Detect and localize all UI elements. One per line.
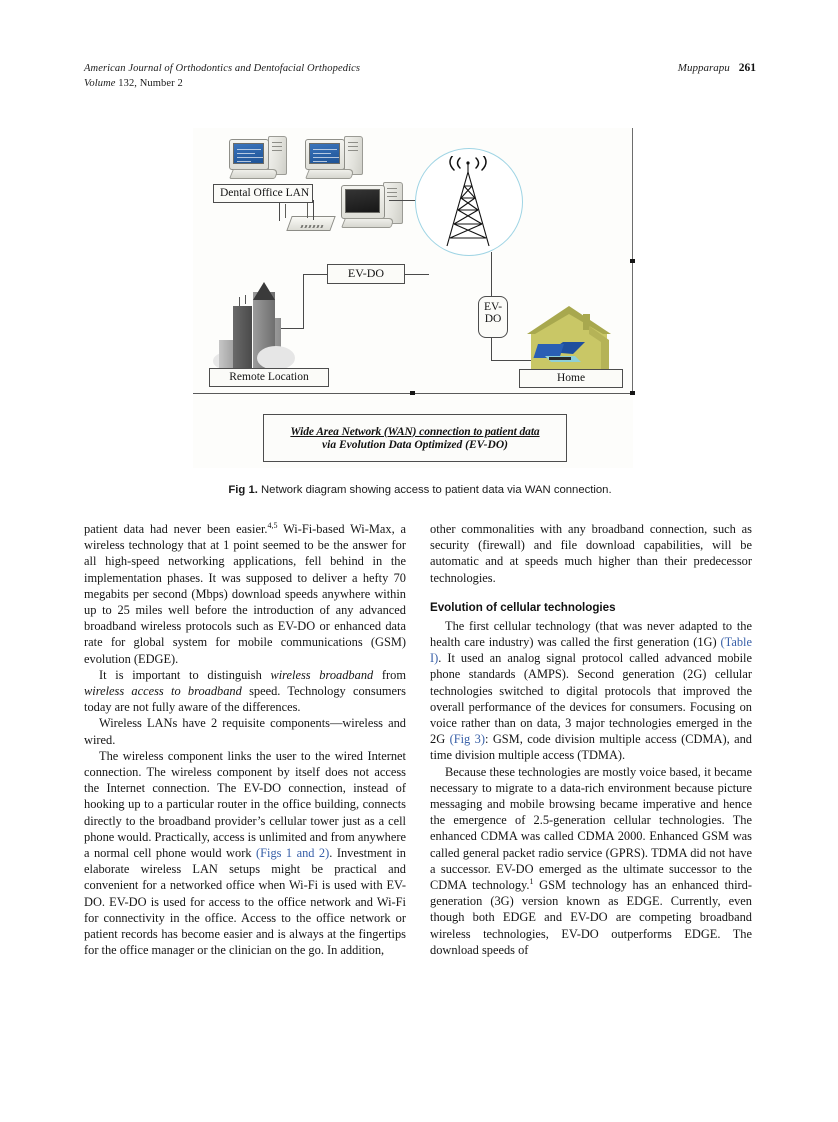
city-skyline-icon	[211, 288, 327, 372]
monitor-screen	[233, 143, 264, 164]
selection-handle-icon	[630, 391, 635, 395]
selection-handle-icon	[630, 259, 635, 263]
paragraph-text: patient data had never been easier.	[84, 522, 268, 536]
wan-cable	[303, 274, 327, 275]
lan-cable	[313, 200, 314, 220]
figure-caption	[84, 484, 756, 496]
running-head	[84, 62, 756, 91]
antenna-icon	[285, 204, 286, 218]
emphasis-text: wireless broadband	[270, 667, 374, 682]
label-dental-office-lan: Dental Office LAN	[213, 184, 313, 203]
body-column-left	[84, 521, 406, 958]
wan-cable	[491, 252, 492, 297]
figure-1	[193, 128, 633, 468]
paragraph-text: . Investment in elaborate wireless LAN setups might be practical and convenient for a networked office when Wi-Fi is used with EV-DO. EV-DO is used for access to the office network and Wi-Fi for connectivity in the office. Access to the office network or patient records has become easier and is always at the fingertips for the office manager or the clinician on the go. In addition,	[84, 846, 406, 958]
network-switch-icon	[286, 216, 335, 231]
paragraph	[84, 748, 406, 959]
keyboard-icon	[305, 169, 355, 179]
running-head-journal	[84, 62, 360, 91]
wan-cable	[405, 274, 429, 275]
desktop-computer-icon	[341, 182, 403, 232]
wan-cable	[491, 337, 492, 361]
building-spire-shape	[253, 282, 275, 300]
paragraph	[84, 667, 406, 716]
computer-monitor-icon	[305, 139, 345, 170]
desktop-computer-icon	[305, 136, 363, 182]
label-evdo-link: EV-DO	[327, 264, 405, 284]
computer-monitor-icon	[341, 185, 385, 219]
paragraph-text: GSM technology has an enhanced third-generation (3G) version known as EDGE. Currently, even though both EDGE and EV-DO are competing broadband wireless technologies, EV-DO outperforms EDGE. The download speeds of	[430, 878, 752, 957]
selection-handle-icon	[410, 391, 415, 395]
footnote-ref: 1	[529, 876, 534, 886]
paragraph-text: Because these technologies are mostly voice based, it became necessary to migrate to a data-rich environment because picture messaging and mobile browsing became imperative and hence the emergence of 2.5-generation cellular technologies. The enhanced CDMA was called CDMA 2000. Enhanced GSM was called general packet radio service (GPRS). TDMA did not have a successor. EV-DO emerged as the ultimate successor to the CDMA technology.	[430, 764, 752, 893]
paragraph	[430, 764, 752, 958]
running-head-author-page	[678, 62, 756, 74]
antenna-icon	[245, 295, 246, 304]
page-number: 261	[738, 62, 756, 74]
figure-canvas	[193, 128, 633, 468]
label-remote-location: Remote Location	[209, 368, 329, 387]
monitor-screen	[345, 189, 380, 213]
monitor-screen	[309, 143, 340, 164]
label-evdo-home	[478, 296, 508, 338]
switch-ports-icon	[300, 225, 323, 228]
label-evdo-home-line2: DO	[484, 313, 502, 326]
emphasis-text: wireless access to broadband	[84, 684, 242, 699]
paragraph: Wireless LANs have 2 requisite components—wireless and wired.	[84, 716, 406, 747]
cell-tower-svg	[437, 156, 499, 248]
paragraph-text: from	[373, 667, 406, 682]
building-shape	[233, 306, 252, 368]
paragraph-text: It is important to distinguish	[99, 667, 271, 682]
body-column-right	[430, 521, 752, 958]
desktop-computer-icon	[229, 136, 287, 182]
paragraph: other commonalities with any broadband connection, such as security (firewall) and file download capabilities, will be automatic and at speeds much higher than their predecessor technologies.	[430, 522, 752, 585]
cloud-shape	[257, 346, 295, 370]
journal-volume	[84, 77, 360, 92]
figure-cross-reference-link[interactable]: (Fig 3)	[449, 732, 485, 747]
lan-cable	[279, 203, 280, 221]
inner-caption-line-2: via Evolution Data Optimized (EV-DO)	[322, 438, 508, 451]
cell-tower-icon	[437, 156, 499, 248]
inner-caption-line-1: Wide Area Network (WAN) connection to patient data	[290, 425, 540, 438]
house-icon	[523, 304, 615, 374]
author-name: Mupparapu	[677, 62, 730, 74]
footnote-ref: 4,5	[267, 520, 278, 530]
paragraph-text: : GSM, code division multiple access (CDMA), and time division multiple access (TDMA).	[430, 732, 753, 763]
volume-value: 132, Number 2	[118, 77, 183, 89]
house-svg	[523, 304, 615, 374]
figure-caption-number: Fig 1.	[228, 484, 258, 496]
section-heading: Evolution of cellular technologies	[430, 600, 616, 614]
figure-cross-reference-link[interactable]: (Figs 1 and 2)	[255, 846, 330, 861]
paragraph	[430, 618, 752, 764]
table-cross-reference-link[interactable]: (Table I)	[430, 635, 752, 666]
computer-monitor-icon	[229, 139, 269, 170]
keyboard-icon	[229, 169, 279, 179]
paragraph-text: Wi-Fi-based Wi-Max, a wireless technology that at 1 point seemed to be the answer for all high-speed networking applications, fell behind in the implementation phases. It was supposed to deliver a hefty 70 megabits per second (Mbps) download speeds anywhere within up to 25 miles well before the introduction of any advanced broadband wireless protocols such as EV-DO or enhanced data rate for global system for mobile communications (GSM) evolution (EDGE).	[84, 522, 406, 666]
label-home: Home	[519, 369, 623, 388]
paragraph	[84, 521, 406, 667]
label-evdo-home-line1: EV-	[483, 301, 503, 313]
antenna-icon	[239, 297, 240, 306]
keyboard-icon	[341, 218, 395, 228]
figure-caption-text: Network diagram showing access to patient data via WAN connection.	[257, 484, 612, 496]
paragraph-text: The first cellular technology (that was never adapted to the health care industry) was called the first generation (1G)	[430, 618, 752, 650]
volume-label: Volume	[84, 77, 116, 89]
paragraph-text: speed. Technology consumers today are not fully aware of the differences.	[84, 684, 406, 715]
paragraph-text: . It used an analog signal protocol called advanced mobile phone standards (AMPS). Second generation (2G) cellular technologies switched to digital protocols that improved the overall performance of the devices for consumers. Focusing on voice rather than on data, 3 major technologies emerged in the 2G	[430, 651, 752, 747]
figure-inner-caption-box	[263, 414, 567, 462]
paragraph-text: The wireless component links the user to the wired Internet connection. The wireless component by itself does not access the Internet connection. The EV-DO connection, instead of hooking up to a particular router in the office building, connects directly to the broadband provider’s cellular tower just as a cell phone would. Practically, access is unlimited and from anywhere a normal cell phone would work	[84, 748, 406, 861]
journal-title: American Journal of Orthodontics and Dentofacial Orthopedics	[84, 63, 361, 74]
